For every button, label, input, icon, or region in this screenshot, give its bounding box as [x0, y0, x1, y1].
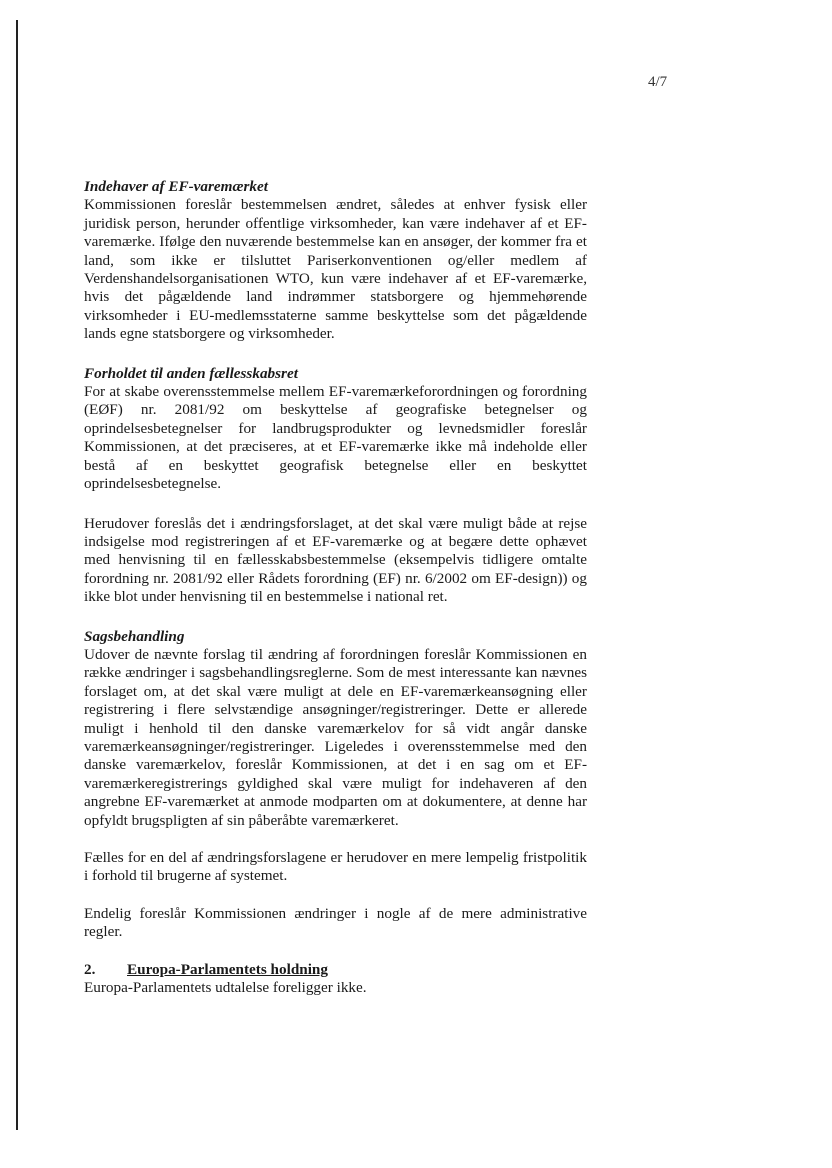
paragraph-endelig: Endelig foreslår Kommissionen ændringer i nogle af de mere administrative regler. — [84, 904, 587, 941]
section-heading: Indehaver af EF-varemærket — [84, 178, 268, 195]
section-heading: Sagsbehandling — [84, 627, 185, 645]
section-paragraph: Europa-Parlamentets udtalelse foreligger ikke. — [84, 979, 367, 997]
section-paragraph: Udover de nævnte forslag til ændring af forordningen foreslår Kommissionen en række ændringer i sagsbehandlingsreglerne. Som de mest interessante kan nævnes forslaget om, at det skal være muligt at dele en EF-varemærkeansøgning eller registrering i flere selvstændige ansøgninger/registreringer. Dette er allerede muligt i henhold til den danske varemærkelov for så vidt angår danske varemærkeansøgninger/registreringer. Ligeledes i overensstemmelse med den danske varemærkelov, foreslår Kommissionen, at det i en sag om et EF-varemærkeregistrerings gyldighed skal være muligt for indehaveren af den angrebne EF-varemærket at anmode modparten om at dokumentere, at denne har opfyldt brugspligten af sin påberåbte varemærkeret. — [84, 645, 587, 829]
section-title: Europa-Parlamentets holdning — [127, 960, 328, 978]
section-indehaver — [84, 178, 587, 344]
page-number: 4/7 — [648, 74, 668, 90]
section-heading: Forholdet til anden fællesskabsret — [84, 364, 298, 382]
paragraph-faelles: Fælles for en del af ændringsforslagene er herudover en mere lempelig fristpolitik i forhold til brugerne af systemet. — [84, 849, 587, 885]
paragraph-herudover: Herudover foreslås det i ændringsforslaget, at det skal være muligt både at rejse indsigelse mod registreringen af et EF-varemærke og at begære dette ophævet med henvisning til en fællesskabsbestemmelse (eksempelvis tidligere omtalte forordning nr. 2081/92 eller Rådets forordning (EF) nr. 6/2002 om EF-design)) og ikke blot under henvisning til en bestemmelse i national ret. — [84, 514, 587, 606]
scan-edge-line — [16, 20, 18, 1130]
section-number: 2. — [84, 960, 96, 978]
section-paragraph: Kommissionen foreslår bestemmelsen ændret, således at enhver fysisk eller juridisk person, herunder offentlige virksomheder, kan være indehaver af et EF-varemærke. Ifølge den nuværende bestemmelse kan en ansøger, der kommer fra et land, som ikke er tilsluttet Pariserkonventionen og/eller medlem af Verdenshandelsorganisationen WTO, kun være indehaver af et EF-varemærke, hvis det pågældende land indrømmer statsborgere og hjemmehørende virksomheder i EU-medlemsstaterne samme beskyttelse som det pågældende lands egne statsborgere og virksomheder. — [84, 196, 587, 343]
section-forholdet — [84, 365, 587, 494]
document-body — [84, 178, 587, 997]
section-sagsbehandling — [84, 628, 587, 830]
section-paragraph: For at skabe overensstemmelse mellem EF-varemærkeforordningen og forordning (EØF) nr. 2081/92 om beskyttelse af geografiske betegnelser og oprindelsesbetegnelser for landbrugsprodukter og levnedsmidler foreslår Kommissionen, at det præciseres, at et EF-varemærke ikke må indeholde eller bestå af en beskyttet geografisk betegnelse eller en beskyttet oprindelsesbetegnelse. — [84, 383, 587, 493]
numbered-section-heading — [84, 961, 587, 979]
